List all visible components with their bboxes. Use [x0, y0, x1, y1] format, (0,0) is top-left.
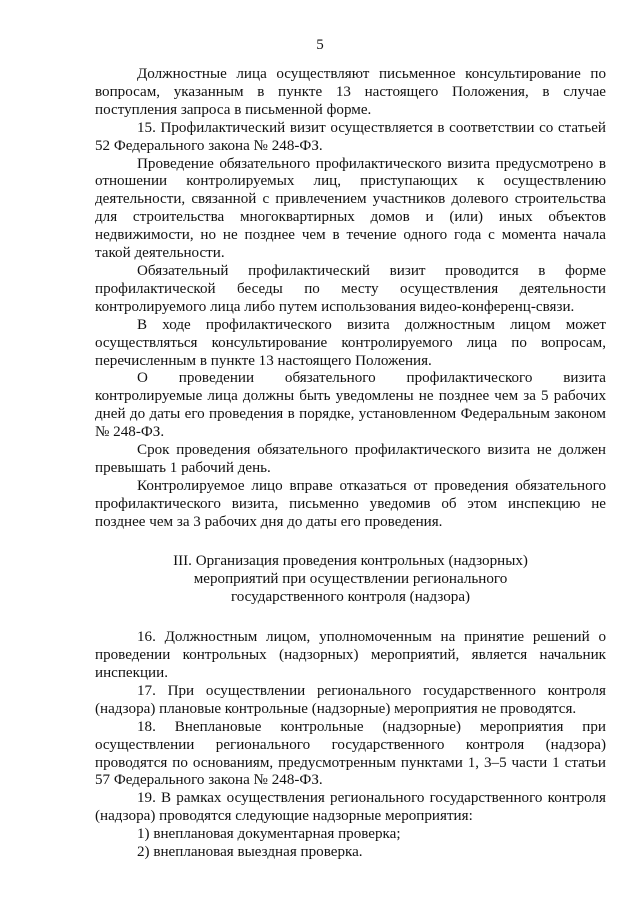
paragraph: О проведении обязательного профилактического визита контролируемые лица должны быть уведомлены не позднее чем за 5 рабочих дней до даты его проведения в порядке, установленном Федеральным законом № 248-ФЗ.	[95, 370, 606, 441]
paragraph: 18. Внеплановые контрольные (надзорные) мероприятия при осуществлении регионального государственного контроля (надзора) проводятся по основаниям, предусмотренным пунктами 1, 3–5 части 1 статьи 57 Федерального закона № 248-ФЗ.	[95, 718, 606, 789]
list-item: 1) внеплановая документарная проверка;	[137, 826, 401, 843]
paragraph: Проведение обязательного профилактического визита предусмотрено в отношении контролируемых лиц, приступающих к осуществлению деятельности, связанной с привлечением участников долевого строительства для строительства многоквартирных домов и (или) иных объектов недвижимости, но не позднее чем в течение одного года с момента начала такой деятельности.	[95, 155, 606, 262]
paragraph: В ходе профилактического визита должностным лицом может осуществляться консультирование контролируемого лица по вопросам, перечисленным в пункте 13 настоящего Положения.	[95, 316, 606, 369]
paragraph: Контролируемое лицо вправе отказаться от проведения обязательного профилактического визита, письменно уведомив об этом инспекцию не позднее чем за 3 рабочих дня до даты его проведения.	[95, 477, 606, 530]
paragraph: 15. Профилактический визит осуществляется в соответствии со статьей 52 Федерального закона № 248-ФЗ.	[95, 119, 606, 154]
section-heading: III. Организация проведения контрольных (надзорных) мероприятий при осуществлении регионального государственного контроля (надзора)	[173, 552, 528, 605]
paragraph: 16. Должностным лицом, уполномоченным на принятие решений о проведении контрольных (надзорных) мероприятий, является начальник инспекции.	[95, 629, 606, 681]
page-number: 5	[316, 37, 324, 53]
paragraph: Обязательный профилактический визит проводится в форме профилактической беседы по месту осуществления деятельности контролируемого лица либо путем использования видео-конференц-связи.	[95, 262, 606, 315]
paragraph: 19. В рамках осуществления регионального государственного контроля (надзора) проводятся следующие надзорные мероприятия:	[95, 790, 606, 825]
list-item: 2) внеплановая выездная проверка.	[137, 844, 363, 861]
paragraph: Срок проведения обязательного профилактического визита не должен превышать 1 рабочий день.	[95, 442, 606, 476]
paragraph: Должностные лица осуществляют письменное консультирование по вопросам, указанным в пункте 13 настоящего Положения, в случае поступления запроса в письменной форме.	[95, 66, 606, 118]
document-body	[95, 66, 606, 862]
paragraph: 17. При осуществлении регионального государственного контроля (надзора) плановые контрольные (надзорные) мероприятия не проводятся.	[95, 682, 606, 717]
